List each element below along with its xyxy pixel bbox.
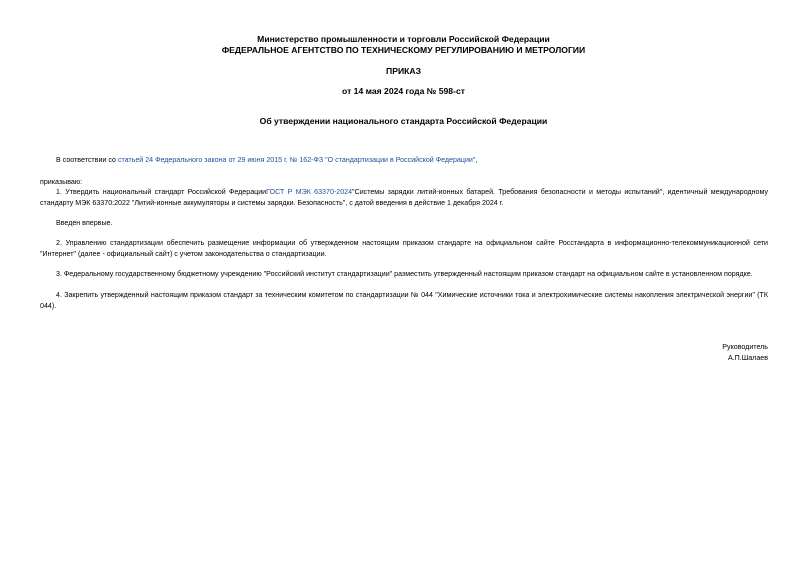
document-title: Об утверждении национального стандарта Российской Федерации xyxy=(259,116,548,126)
item-1-suffix: "Системы зарядки литий-ионных батарей. Требования безопасности и методы испытаний", идентичный международному стандарту МЭК 63370:2022 "Литий-ионные аккумуляторы и системы зарядки. Безопасность", с датой введения в действие 1 декабря 2024 г. xyxy=(40,188,769,207)
introduced-note: Введен впервые. xyxy=(56,219,113,227)
gost-standard-link[interactable]: ГОСТ Р МЭК 63370-2024 xyxy=(266,188,353,196)
ministry-name: Министерство промышленности и торговли Российской Федерации xyxy=(257,34,550,44)
item-1-prefix: 1. Утвердить национальный стандарт Российской Федерации xyxy=(56,188,267,196)
item-1-paragraph xyxy=(40,187,768,209)
signatory-position: Руководитель xyxy=(722,343,768,351)
preamble-paragraph xyxy=(40,155,768,166)
document-date-number: от 14 мая 2024 года № 598-ст xyxy=(342,86,465,96)
document-type: ПРИКАЗ xyxy=(386,66,421,76)
order-word: приказываю: xyxy=(40,178,83,186)
signatory-name: А.П.Шалаев xyxy=(727,354,768,362)
federal-law-link[interactable]: статьей 24 Федерального закона от 29 июня 2015 г. № 162-ФЗ "О стандартизации в Российской Федерации" xyxy=(117,156,476,164)
agency-name: ФЕДЕРАЛЬНОЕ АГЕНТСТВО ПО ТЕХНИЧЕСКОМУ РЕГУЛИРОВАНИЮ И МЕТРОЛОГИИ xyxy=(221,45,586,55)
item-4-paragraph: 4. Закрепить утвержденный настоящим приказом стандарт за техническим комитетом по стандартизации № 044 "Химические источники тока и электрохимические системы накопления электрической энергии" (ТК 044). xyxy=(40,291,768,310)
item-3-paragraph: 3. Федеральному государственному бюджетному учреждению "Российский институт стандартизации" разместить утвержденный настоящим приказом стандарт на официальном сайте в установленном порядке. xyxy=(56,270,753,278)
item-2-paragraph: 2. Управлению стандартизации обеспечить размещение информации об утвержденном настоящим приказом стандарте на официальном сайте Росстандарта в информационно-телекоммуникационной сети "Интернет" (далее - официальный сайт) с учетом законодательства о стандартизации. xyxy=(40,239,768,258)
preamble-prefix: В соответствии со xyxy=(56,156,118,164)
preamble-suffix: , xyxy=(475,156,478,164)
